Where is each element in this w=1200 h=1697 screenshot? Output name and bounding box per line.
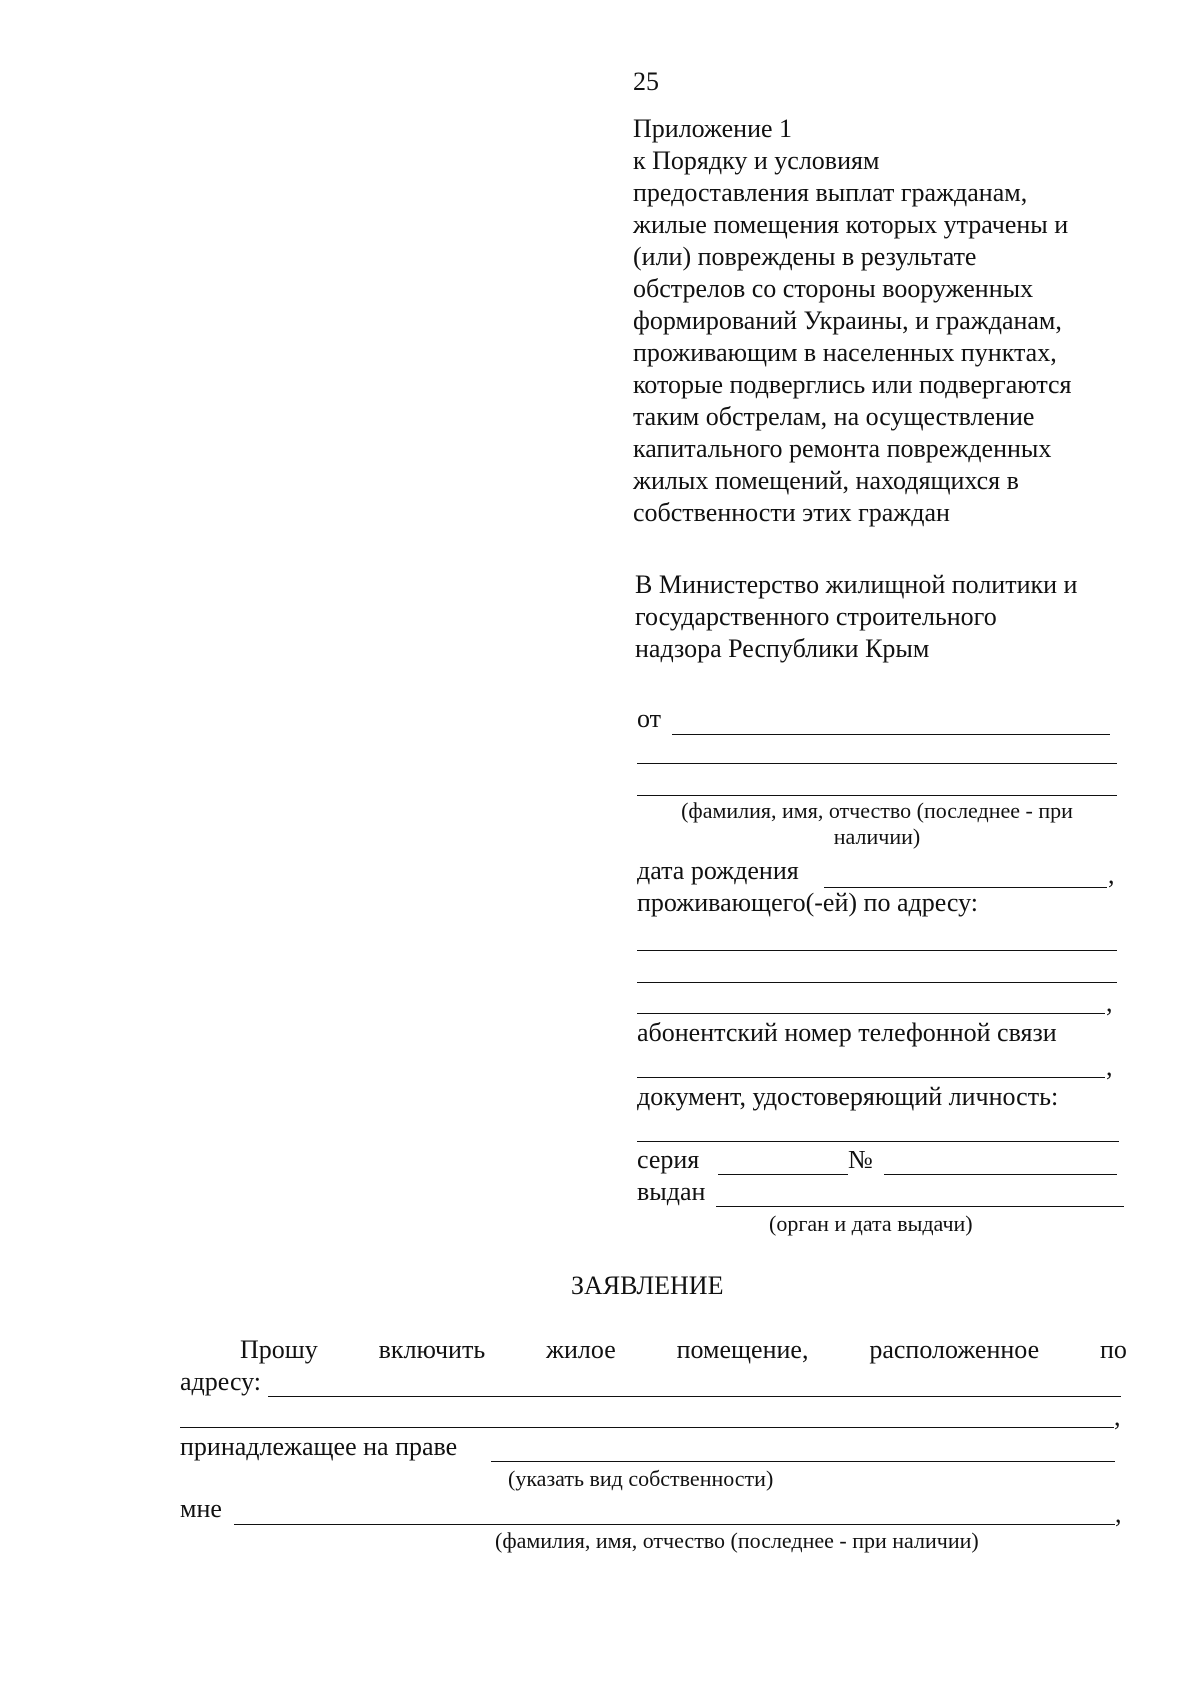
appendix-line: жилые помещения которых утрачены и xyxy=(633,210,1069,239)
addressee-line: В Министерство жилищной политики и xyxy=(635,570,1078,599)
appendix-line: предоставления выплат гражданам, xyxy=(633,178,1028,207)
issued-label: выдан xyxy=(637,1177,706,1206)
appendix-line: собственности этих граждан xyxy=(633,498,950,527)
number-label: № xyxy=(848,1145,873,1174)
appendix-line: таким обстрелам, на осуществление xyxy=(633,402,1035,431)
ownership-label: принадлежащее на праве xyxy=(180,1432,458,1461)
statement-address-label: адресу: xyxy=(180,1367,262,1396)
page-number: 25 xyxy=(633,67,659,96)
appendix-title: Приложение 1 xyxy=(633,114,793,143)
me-label: мне xyxy=(180,1494,222,1523)
addressee-line: надзора Республики Крым xyxy=(635,634,930,663)
series-label: серия xyxy=(637,1145,700,1174)
appendix-line: капитального ремонта поврежденных xyxy=(633,434,1052,463)
appendix-line: формирований Украины, и гражданам, xyxy=(633,306,1062,335)
comma: , xyxy=(1114,1402,1121,1431)
statement-address-field-line2[interactable] xyxy=(180,1427,1114,1428)
from-label: от xyxy=(637,704,662,733)
issued-hint: (орган и дата выдачи) xyxy=(769,1211,973,1236)
statement-first-line: Прошу включить жилое помещение, расположенное по xyxy=(240,1335,1127,1364)
number-field[interactable] xyxy=(884,1174,1117,1175)
from-name-field-line3[interactable] xyxy=(637,795,1117,796)
fio-hint: (фамилия, имя, отчество (последнее - при наличии) xyxy=(681,798,1073,849)
comma: , xyxy=(1106,1052,1113,1081)
phone-label: абонентский номер телефонной связи xyxy=(637,1018,1057,1047)
address-field-line1[interactable] xyxy=(637,950,1117,951)
id-document-field[interactable] xyxy=(637,1141,1119,1142)
comma: , xyxy=(1108,860,1115,889)
birth-date-label: дата рождения xyxy=(637,856,799,885)
me-hint: (фамилия, имя, отчество (последнее - при наличии) xyxy=(495,1528,979,1553)
statement-address-field[interactable] xyxy=(268,1396,1121,1397)
statement-title: ЗАЯВЛЕНИЕ xyxy=(571,1271,724,1300)
ownership-hint: (указать вид собственности) xyxy=(508,1466,774,1491)
series-field[interactable] xyxy=(718,1174,848,1175)
id-document-label: документ, удостоверяющий личность: xyxy=(637,1082,1059,1111)
phone-field[interactable] xyxy=(637,1077,1105,1078)
addressee-block xyxy=(635,569,1077,665)
comma: , xyxy=(1115,1499,1122,1528)
me-field[interactable] xyxy=(234,1524,1115,1525)
issued-field[interactable] xyxy=(716,1206,1124,1207)
from-name-field-line2[interactable] xyxy=(637,763,1117,764)
ownership-field[interactable] xyxy=(491,1461,1115,1462)
comma: , xyxy=(1106,988,1113,1017)
appendix-line: жилых помещений, находящихся в xyxy=(633,466,1019,495)
address-field-line3[interactable] xyxy=(637,1013,1105,1014)
appendix-line: (или) повреждены в результате xyxy=(633,242,977,271)
appendix-line: проживающим в населенных пунктах, xyxy=(633,338,1057,367)
appendix-line: которые подверглись или подвергаются xyxy=(633,370,1072,399)
address-field-line2[interactable] xyxy=(637,982,1117,983)
from-name-field[interactable] xyxy=(672,734,1110,735)
addressee-line: государственного строительного xyxy=(635,602,997,631)
appendix-line: обстрелов со стороны вооруженных xyxy=(633,274,1034,303)
address-label: проживающего(-ей) по адресу: xyxy=(637,888,978,917)
appendix-block xyxy=(633,113,1072,529)
appendix-line: к Порядку и условиям xyxy=(633,146,880,175)
